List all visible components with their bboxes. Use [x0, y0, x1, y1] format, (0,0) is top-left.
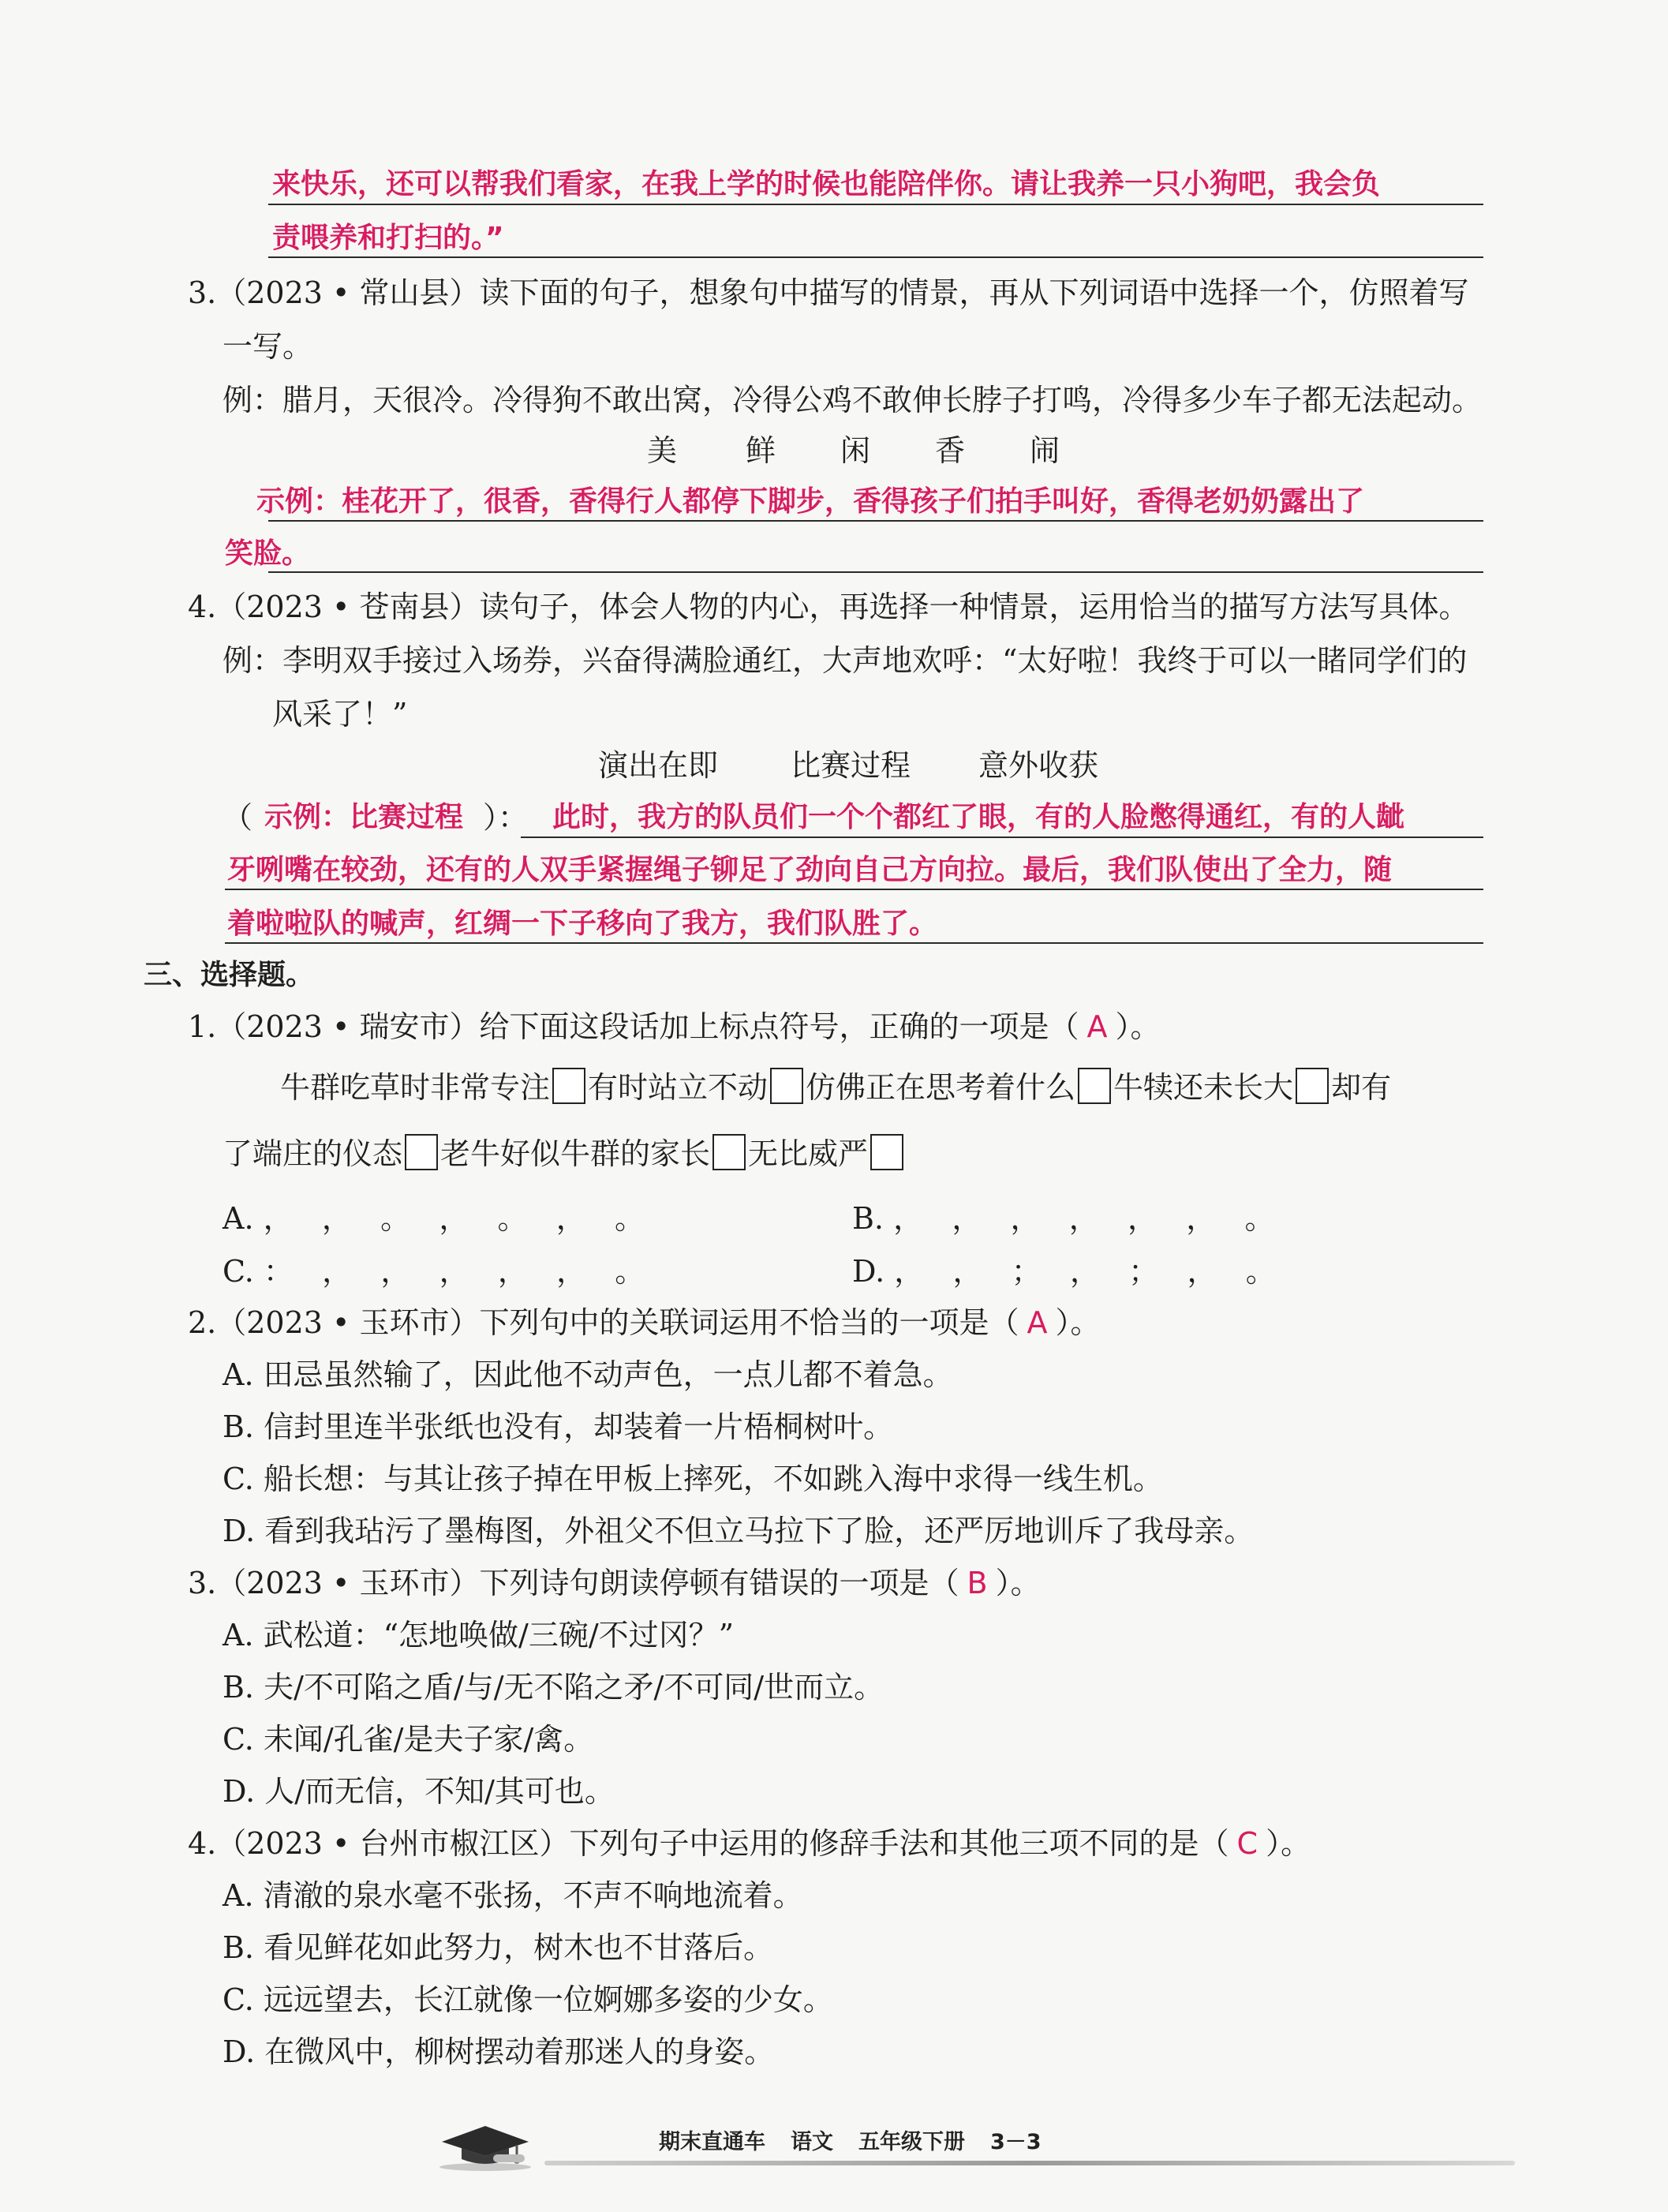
mc-option-a[interactable]: A. ， ， 。 ， 。 ， 。: [223, 1201, 645, 1236]
question-stem: 一写。: [223, 329, 313, 364]
answer-text: 此时，我方的队员们一个个都红了眼，有的人脸憋得通红，有的人龇: [552, 801, 1405, 833]
punctuation-box[interactable]: [405, 1134, 438, 1170]
footer-text: [659, 2124, 1067, 2155]
passage-segment: 却有: [1331, 1070, 1392, 1105]
punctuation-box[interactable]: [1296, 1068, 1329, 1104]
mc-close: ）。: [995, 1566, 1041, 1600]
mc-option-c[interactable]: C. 未闻/孔雀/是夫子家/禽。: [223, 1722, 594, 1757]
example-sentence: 风采了！”: [272, 697, 408, 732]
answer-text: 来快乐，还可以帮我们看家，在我上学的时候也能陪伴你。请让我养一只小狗吧，我会负: [272, 168, 1381, 200]
mc-option-b[interactable]: B. 信封里连半张纸也没有，却装着一片梧桐树叶。: [223, 1409, 894, 1444]
mc-answer: A: [1086, 1009, 1108, 1044]
question-stem: 3.（2023 • 常山县）读下面的句子，想象句中描写的情景，再从下列词语中选择一个，仿照着写: [188, 275, 1469, 310]
passage-segment: 老牛好似牛群的家长: [440, 1136, 711, 1171]
passage-segment: 仿佛正在思考着什么: [806, 1070, 1076, 1105]
mc-option-c[interactable]: C. ： ， ， ， ， ， 。: [223, 1254, 645, 1289]
punctuation-box[interactable]: [870, 1134, 903, 1170]
mc-question: [188, 1823, 1311, 1864]
mc-option-c[interactable]: C. 船长想：与其让孩子掉在甲板上摔死，不如跳入海中求得一线生机。: [223, 1462, 1163, 1496]
section-title: 三、选择题。: [144, 959, 315, 991]
mc-stem: 1.（2023 • 瑞安市）给下面这段话加上标点符号，正确的一项是（: [188, 1009, 1079, 1044]
punctuation-passage: [280, 1067, 1391, 1108]
mc-option-c[interactable]: C. 远远望去，长江就像一位婀娜多姿的少女。: [223, 1982, 833, 2017]
punctuation-box[interactable]: [1078, 1068, 1111, 1104]
word-option: 闲: [840, 433, 871, 468]
word-option: 闹: [1030, 433, 1060, 468]
answer-text: 牙咧嘴在较劲，还有的人双手紧握绳子铆足了劲向自己方向拉。最后，我们队使出了全力，随: [227, 854, 1393, 886]
mc-answer: B: [967, 1566, 988, 1600]
passage-segment: 了端庄的仪态: [223, 1136, 403, 1171]
mc-question: [188, 1563, 1041, 1604]
mc-close: ）。: [1266, 1826, 1311, 1861]
passage-segment: 牛犊还未长大: [1113, 1070, 1294, 1105]
word-option: 香: [935, 433, 966, 468]
subject: 语文: [791, 2130, 833, 2154]
mc-option-d[interactable]: D. 人/而无信，不知/其可也。: [223, 1774, 615, 1809]
scenario-option: 意外收获: [978, 748, 1099, 783]
answer-rule: [268, 571, 1483, 573]
word-option: 美: [647, 433, 678, 468]
answer-rule: [521, 837, 1483, 838]
punctuation-box[interactable]: [712, 1134, 746, 1170]
mc-option-d[interactable]: D. 在微风中，柳树摆动着那迷人的身姿。: [223, 2034, 775, 2069]
mc-option-b[interactable]: B. ， ， ， ， ， ， 。: [852, 1201, 1275, 1236]
book-title: 期末直通车: [659, 2130, 765, 2154]
answer-rule: [225, 942, 1483, 944]
example-sentence: 例：李明双手接过入场券，兴奋得满脸通红，大声地欢呼：“太好啦！我终于可以一睹同学们的: [223, 643, 1468, 678]
footer-bar: [544, 2161, 1515, 2165]
mc-close: ）。: [1115, 1009, 1161, 1044]
mc-stem: 3.（2023 • 玉环市）下列诗句朗读停顿有错误的一项是（: [188, 1566, 959, 1600]
chosen-scenario: 示例：比赛过程: [264, 801, 464, 833]
punctuation-box[interactable]: [770, 1068, 803, 1104]
paren-close: ）：: [483, 800, 529, 835]
answer-text: 着啦啦队的喊声，红绸一下子移向了我方，我们队胜了。: [227, 908, 938, 940]
mc-option-d[interactable]: D. 看到我玷污了墨梅图，外祖父不但立马拉下了脸，还严厉地训斥了我母亲。: [223, 1514, 1255, 1548]
mc-question: [188, 1006, 1161, 1047]
graduation-cap-icon: [434, 2118, 537, 2173]
mc-option-b[interactable]: B. 看见鲜花如此努力，树木也不甘落后。: [223, 1930, 774, 1965]
mc-stem: 4.（2023 • 台州市椒江区）下列句子中运用的修辞手法和其他三项不同的是（: [188, 1826, 1229, 1861]
mc-close: ）。: [1055, 1305, 1101, 1340]
mc-option-a[interactable]: A. 田忌虽然输了，因此他不动声色，一点儿都不着急。: [223, 1357, 953, 1392]
mc-option-a[interactable]: A. 武松道：“怎地唤做/三碗/不过冈？”: [223, 1618, 735, 1652]
word-option: 鲜: [746, 433, 776, 468]
question-stem: 4.（2023 • 苍南县）读句子，体会人物的内心，再选择一种情景，运用恰当的描写方法写具体。: [188, 589, 1469, 624]
page-number: 3－3: [990, 2130, 1042, 2154]
mc-stem: 2.（2023 • 玉环市）下列句中的关联词运用不恰当的一项是（: [188, 1305, 1019, 1340]
page-footer: [434, 2124, 1523, 2172]
answer-rule: [268, 204, 1483, 205]
passage-segment: 有时站立不动: [588, 1070, 769, 1105]
mc-option-d[interactable]: D. ， ， ； ， ； ， 。: [852, 1254, 1276, 1289]
punctuation-box[interactable]: [552, 1068, 585, 1104]
mc-answer: C: [1236, 1826, 1258, 1861]
passage-segment: 牛群吃草时非常专注: [280, 1070, 551, 1105]
example-sentence: 例：腊月，天很冷。冷得狗不敢出窝，冷得公鸡不敢伸长脖子打鸣，冷得多少车子都无法起动。: [223, 383, 1483, 417]
scenario-option: 比赛过程: [791, 748, 911, 783]
paren-open: （: [223, 800, 253, 835]
mc-option-a[interactable]: A. 清澈的泉水毫不张扬，不声不响地流着。: [223, 1878, 803, 1913]
answer-rule: [225, 889, 1483, 890]
passage-segment: 无比威严: [748, 1136, 869, 1171]
mc-answer: A: [1027, 1305, 1048, 1340]
punctuation-passage: [223, 1133, 906, 1174]
mc-question: [188, 1302, 1101, 1343]
answer-rule: [268, 256, 1483, 258]
mc-option-b[interactable]: B. 夫/不可陷之盾/与/无不陷之矛/不可同/世而立。: [223, 1670, 884, 1705]
answer-rule: [268, 520, 1483, 522]
answer-text: 示例：桂花开了，很香，香得行人都停下脚步，香得孩子们拍手叫好，香得老奶奶露出了: [256, 485, 1365, 518]
answer-text: 责喂养和打扫的。”: [272, 222, 504, 254]
grade: 五年级下册: [858, 2130, 965, 2154]
answer-text: 笑脸。: [225, 537, 311, 570]
scenario-option: 演出在即: [598, 748, 719, 783]
